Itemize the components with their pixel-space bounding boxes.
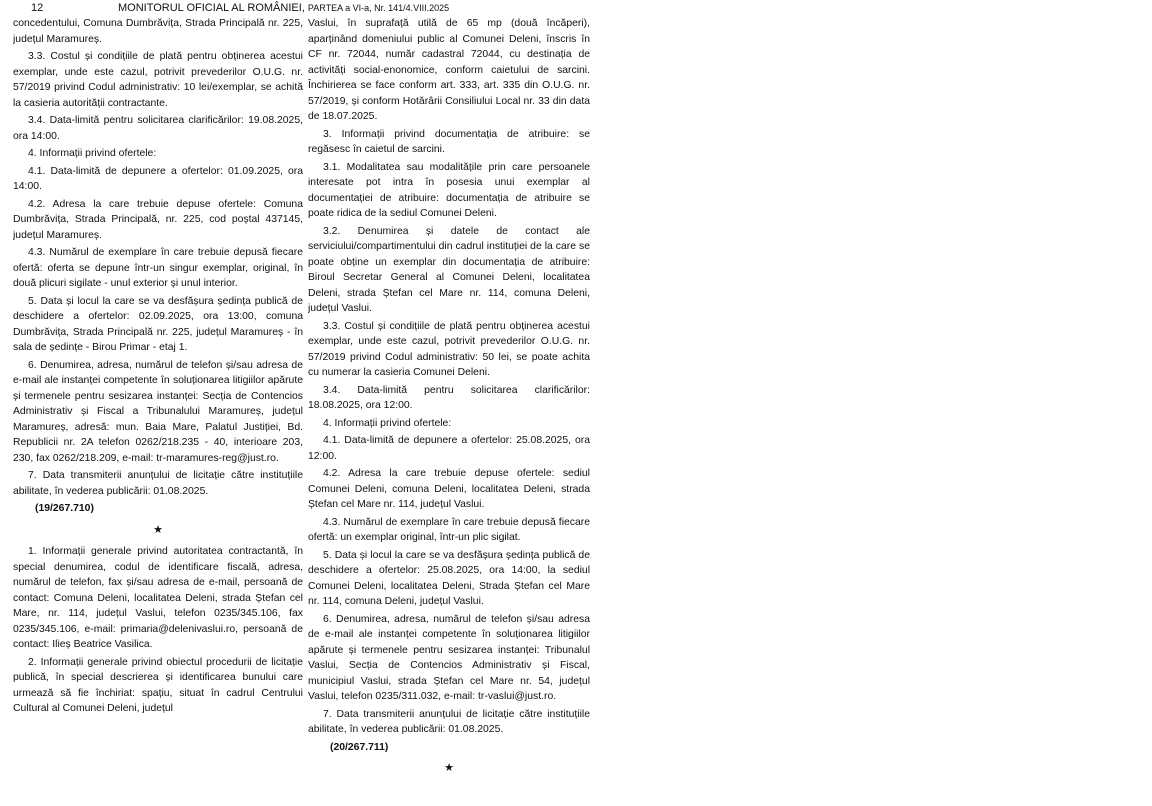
paragraph: 1. Informații generale privind autoritatea contractantă, în special denumirea, codul de identificare fiscală, adresa, numărul de telefon, fax și/sau adresa de e-mail, persoană de contact: Comuna Deleni, localitatea Deleni, strada Ștefan cel Mare, nr. 114, județul Vaslui, telefon 0235/345.106, fax 0235/345.106, e-mail: primaria@delenivaslui.ro, persoană de contact: Ilieș Beatrice Vasilica. <box>13 546 303 650</box>
paragraph: 3. Informații privind documentația de atribuire: se regăsesc în caietul de sarcini. <box>308 128 590 155</box>
paragraph: Vaslui, în suprafață utilă de 65 mp (două încăperi), aparținând domeniului public al Comunei Deleni, înscris în CF nr. 72044, număr cadastral 72044, cu destinația de activități social-enonomice, conform caietului de sarcini. Închirierea se face conform art. 333, art. 335 din O.U.G. nr. 57/2019, și conform Hotărârii Consiliului Local nr. 33 din data de 18.07.2025. <box>308 18 590 122</box>
publication-issue: PARTEA a VI-a, Nr. 141/4.VIII.2025 <box>307 3 450 13</box>
paragraph: 4.2. Adresa la care trebuie depuse ofertele: Comuna Dumbrăvița, Strada Principală, nr. 225, cod poștal 437145, județul Maramureș. <box>13 198 303 241</box>
star-separator-icon: ★ <box>444 762 454 774</box>
paragraph: 2. Informații generale privind obiectul procedurii de licitație publică, în special descrierea și identificarea bunului care urmează să fie închiriat: spațiu, situat în cadrul Centrului Cultural al Comunei Deleni, județul <box>13 656 303 714</box>
paragraph: 3.3. Costul și condițiile de plată pentru obținerea acestui exemplar, unde este cazul, potrivit prevederilor O.U.G. nr. 57/2019 privind Codul administrativ: 50 lei, se poate achita cu numerar la casieria Comunei Deleni. <box>308 320 590 378</box>
paragraph: 4.1. Data-limită de depunere a ofertelor: 25.08.2025, ora 12:00. <box>308 435 590 462</box>
paragraph: 3.4. Data-limită pentru solicitarea clarificărilor: 18.08.2025, ora 12:00. <box>308 384 590 411</box>
publication-title-main: MONITORUL OFICIAL AL ROMÂNIEI, <box>118 2 305 14</box>
paragraph: 3.2. Denumirea și datele de contact ale serviciului/compartimentului din cadrul instituției de la care se poate obține un exemplar din documentația de atribuire: Biroul Secretar General al Comunei Deleni, localitatea Deleni, strada Ștefan cel Mare nr. 114, comuna Deleni, județul Vaslui. <box>308 225 590 314</box>
right-column <box>308 16 590 806</box>
paragraph: 4.3. Numărul de exemplare în care trebuie depusă fiecare ofertă: un exemplar original, într-un plic sigilat. <box>308 516 590 543</box>
paragraph: 6. Denumirea, adresa, numărul de telefon și/sau adresa de e-mail ale instanței competente în soluționarea litigiilor apărute și termenele pentru sesizarea instanței: Tribunalul Vaslui, Secția de Contencios Administrativ și Fiscal, municipiul Vaslui, strada Ștefan cel Mare nr. 54, județul Vaslui, telefon 0235/311.032, e-mail: tr-vaslui@just.ro. <box>308 613 590 702</box>
paragraph: 3.1. Modalitatea sau modalitățile prin care persoanele interesate pot intra în posesia unui exemplar al documentației de atribuire: documentația de atribuire se poate ridica de la sediul Comunei Deleni. <box>308 161 590 219</box>
paragraph: 5. Data și locul la care se va desfășura ședința publică de deschidere a ofertelor: 25.08.2025, ora 14:00, la sediul Comunei Deleni, localitatea Deleni, Strada Ștefan cel Mare nr. 114, comuna Deleni, județul Vaslui. <box>308 549 590 607</box>
paragraph: 4. Informații privind ofertele: <box>28 148 157 159</box>
paragraph: concedentului, Comuna Dumbrăvița, Strada Principală nr. 225, județul Maramureș. <box>13 18 303 45</box>
paragraph: 3.4. Data-limită pentru solicitarea clarificărilor: 19.08.2025, ora 14:00. <box>13 115 303 142</box>
left-column <box>13 16 303 806</box>
paragraph: 6. Denumirea, adresa, numărul de telefon și/sau adresa de e-mail ale instanței competente în soluționarea litigiilor apărute și termenele pentru sesizarea instanței: Secția de Contencios Administrativ și Fiscal a Tribunalului Maramureș, județul Maramureș, adresă: mun. Baia Mare, Palatul Justiției, Bd. Republicii nr. 2A telefon 0262/218.235 - 40, interioare 203, 230, fax 0262/218.209, e-mail: tr-maramures-reg@just.ro. <box>13 359 303 464</box>
paragraph: 4.3. Numărul de exemplare în care trebuie depusă fiecare ofertă: oferta se depune într-un singur exemplar, original, în două plicuri sigilate - unul exterior și unul interior. <box>13 247 303 289</box>
paragraph: 7. Data transmiterii anunțului de licitație către instituțiile abilitate, în vederea publicării: 01.08.2025. <box>13 470 303 497</box>
paragraph: 7. Data transmiterii anunțului de licitație către instituțiile abilitate, în vederea publicării: 01.08.2025. <box>308 708 590 735</box>
announcement-reference: (20/267.711) <box>330 741 389 753</box>
announcement-reference: (19/267.710) <box>35 503 94 514</box>
paragraph: 3.3. Costul și condițiile de plată pentru obținerea acestui exemplar, unde este cazul, potrivit prevederilor O.U.G. nr. 57/2019 privind Codul administrativ: 10 lei/exemplar, se achită la casieria autorității contractante. <box>13 51 303 109</box>
publication-title <box>118 0 449 16</box>
page-number: 12 <box>31 2 44 14</box>
paragraph: 4.2. Adresa la care trebuie depuse ofertele: sediul Comunei Deleni, comuna Deleni, localitatea Deleni, strada Ștefan cel Mare nr. 114, județul Vaslui. <box>308 468 590 510</box>
paragraph: 5. Data și locul la care se va desfășura ședința publică de deschidere a ofertelor: 02.09.2025, ora 13:00, comuna Dumbrăvița, Strada Principală nr. 225, județul Maramureș - în sala de ședințe - Birou Primar - etaj 1. <box>13 295 303 353</box>
star-separator-icon: ★ <box>153 523 163 536</box>
page-header <box>0 0 600 16</box>
paragraph: 4. Informații privind ofertele: <box>323 417 452 429</box>
paragraph: 4.1. Data-limită de depunere a ofertelor: 01.09.2025, ora 14:00. <box>13 165 303 192</box>
